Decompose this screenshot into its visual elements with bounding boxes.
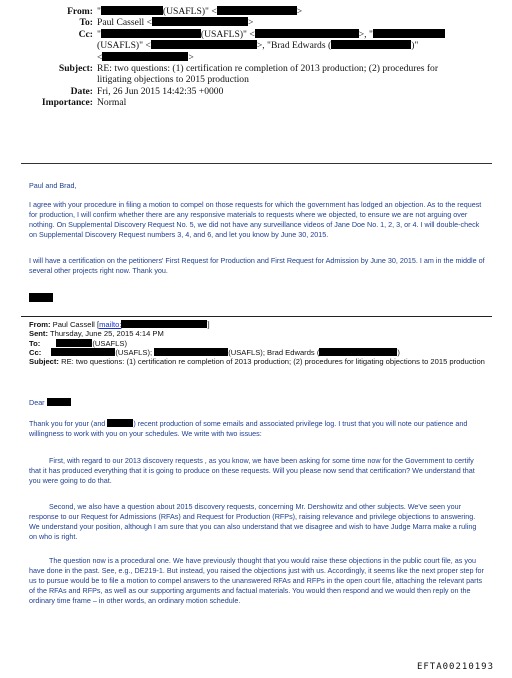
original-paragraph: Second, we also have a question about 2015 discovery requests, concerning Mr. Dershowitz and other subjects. We've seen your response to our Request for Admissions (RFAs) and Request for Production (RFPs), raising relevance and privilege objections to answering. We understand your position, although I am sure that you can also understand that we disagree and wish to have Judge Marra make a ruling on who is right. xyxy=(29,502,477,542)
redaction-box xyxy=(121,320,207,328)
redaction-box xyxy=(107,419,133,427)
redaction-box xyxy=(152,17,248,26)
header-subject-row xyxy=(22,63,492,74)
cc-label: Cc: xyxy=(78,28,93,40)
from-label: From: xyxy=(67,6,93,17)
redaction-box xyxy=(331,40,411,49)
redaction-box xyxy=(102,52,188,61)
to-label: To: xyxy=(79,17,93,29)
redaction-box xyxy=(51,348,115,356)
original-greeting: Dear xyxy=(29,398,485,408)
subject-value: RE: two questions: (1) certification re completion of 2013 production; (2) procedures for xyxy=(97,63,439,75)
signature-redaction xyxy=(29,288,53,306)
email-header xyxy=(22,6,492,109)
original-paragraph: Thank you for your (and ) recent production of some emails and associated privilege log. I trust that you will note our patience and willingness to work with you on your schedules. We write with two issues: xyxy=(29,419,468,439)
header-cc-row: Cc: " (USAFLS)" < >, " xyxy=(22,29,492,40)
redaction-box xyxy=(154,348,228,356)
header-cc-row-2: (USAFLS)" < >, "Brad Edwards ( )" xyxy=(97,40,419,52)
redaction-box xyxy=(151,40,257,49)
header-to-row: To: Paul Cassell < > xyxy=(22,17,492,28)
fw-sent-row: Sent: Thursday, June 25, 2015 4:14 PM xyxy=(29,329,164,339)
date-value: Fri, 26 Jun 2015 14:42:35 +0000 xyxy=(97,85,224,97)
redaction-box xyxy=(56,339,92,347)
date-label: Date: xyxy=(70,85,93,97)
reply-greeting: Paul and Brad, xyxy=(29,181,77,190)
header-divider xyxy=(21,163,492,164)
fw-from-row: From: Paul Cassell [mailto: ] xyxy=(29,320,210,329)
mailto-link[interactable]: mailto: xyxy=(99,320,122,329)
fw-to-row: To: (USAFLS) xyxy=(29,338,127,348)
header-date-row xyxy=(22,86,492,97)
reply-paragraph: I agree with your procedure in filing a motion to compel on those requests for which the government has lodged an objection. As to the request for production, I will confirm whether there are any responsive materials to requests where we objected, to ensure we are not arguing over nothing. On Supplemental Discovery Request No. 5, we did not have any surveillance videos of Jane Doe No. 1, 2, 3, or 4. I will double-check on Supplemental Discovery Request numbers 3, 4, and 6, and let you know by June 30, 2015. xyxy=(29,200,482,240)
header-cc-row-3: < > xyxy=(97,51,194,63)
header-importance-row xyxy=(22,97,492,108)
document-id: EFTA00210193 xyxy=(416,662,494,672)
original-paragraph: The question now is a procedural one. We have previously thought that you would raise these objections in the public court file, as you have done in the past. See, e.g., DE219-1. But instead, you raised the objections just with us. Accordingly, it seems like the next proper step for us to pursue would be to file a motion to compel answers to the unanswered RFAs and RFPs in the open court file, attaching the relevant parts of the RFAs and RFPs, as well as our supporting arguments and factual materials. You would then respond and we would then reply on the ordinary time frame – in other words, an ordinary motion schedule. xyxy=(29,556,484,606)
redaction-box xyxy=(217,6,297,15)
redaction-box xyxy=(255,29,359,38)
subject-label: Subject: xyxy=(58,63,93,75)
fw-subject-row: Subject: RE: two questions: (1) certification re completion of 2013 production; (2) procedures for litigating objections to 2015 production xyxy=(29,357,485,367)
header-subject-row-2: litigating objections to 2015 production xyxy=(97,74,249,86)
original-paragraph: First, with regard to our 2013 discovery requests , as you know, we have been asking for some time now for the Government to certify that it has produced everything that it is going to produce on these requests. Will you please now send that certification? We understand that you were going to do that. xyxy=(29,456,475,486)
redaction-box xyxy=(373,29,445,38)
fw-cc-row: Cc: (USAFLS); (USAFLS); Brad Edwards ( ) xyxy=(29,347,400,357)
importance-label: Importance: xyxy=(41,97,93,109)
header-from-row: From: " (USAFLS)" < > xyxy=(22,6,492,17)
forward-divider xyxy=(21,316,492,317)
redaction-box xyxy=(319,348,397,356)
redaction-box xyxy=(101,29,201,38)
reply-paragraph: I will have a certification on the petitioners' First Request for Production and First Request for Admission by June 30, 2015. I am in the middle of several other projects right now. Thank you. xyxy=(29,256,485,276)
importance-value: Normal xyxy=(97,97,127,109)
forwarded-header xyxy=(29,320,485,366)
redaction-box xyxy=(47,398,71,406)
redaction-box xyxy=(101,6,163,15)
